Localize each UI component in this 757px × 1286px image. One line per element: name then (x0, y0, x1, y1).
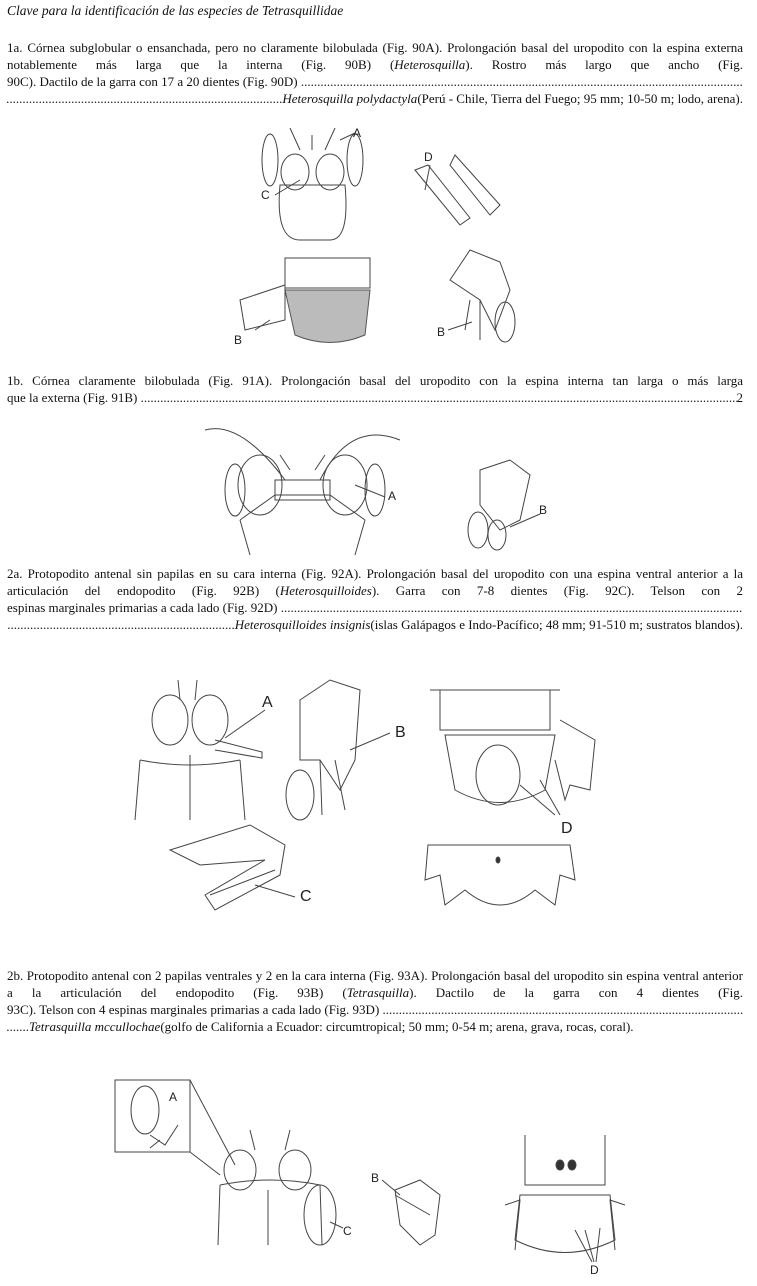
fig90-claw-drawing (415, 155, 500, 225)
couplet-last-line: que la externa (Fig. 91B) (7, 390, 138, 405)
species-info: (islas Galápagos e Indo-Pacífico; 48 mm; 91-510 m; sustratos blandos). (370, 617, 743, 632)
species-info: (Perú - Chile, Tierra del Fuego; 95 mm; 10-50 m; lodo, arena). (417, 91, 743, 106)
fig90-label-b: B (234, 333, 243, 347)
couplet-next-step: 2 (736, 390, 743, 405)
fig90-label-d: D (424, 150, 433, 164)
species-name: Heterosquilla polydactyla (282, 91, 418, 106)
couplet-text: 2b. Protopodito antenal con 2 papilas ventrales y 2 en la cara interna (Fig. 93A). Prolongación basal del uropodito sin espina ventral anterior a la articulación del endopodito (Fig. 93B) (Tetrasquilla). Dactilo de la garra con 4 dientes (Fig. (7, 968, 743, 1000)
fig91-label-b: B (539, 503, 548, 517)
fig93-label-c: C (343, 1224, 352, 1238)
fig92-claw-drawing (170, 825, 295, 910)
fig92-telson-drawing (430, 690, 595, 815)
fig92-label-d: D (561, 820, 573, 837)
fig93-head-drawing (218, 1130, 343, 1245)
fig93-label-b: B (371, 1171, 380, 1185)
species-info: (golfo de California a Ecuador: circumtropical; 50 mm; 0-54 m; arena, grava, rocas, coral). (160, 1019, 634, 1034)
couplet-text: 1b. Córnea claramente bilobulada (Fig. 91A). Prolongación basal del uropodito con la espina interna tan larga o más larga (7, 373, 743, 388)
fig93-uropod-drawing (382, 1180, 440, 1245)
fig92-label-a: A (262, 694, 273, 711)
fig90-uropod-drawing (448, 250, 515, 342)
fig90-telson-drawing (240, 258, 370, 343)
fig91-label-a: A (388, 489, 397, 503)
couplet-last-line: espinas marginales primarias a cada lado (Fig. 92D) (7, 600, 278, 615)
fig92-head-drawing (135, 680, 265, 820)
couplet-last-line: 93C). Telson con 4 espinas marginales primarias a cada lado (Fig. 93D) (7, 1002, 380, 1017)
fig93-label-a: A (169, 1090, 178, 1104)
fig93-label-d: D (590, 1263, 599, 1277)
fig90-label-b2: B (437, 325, 446, 339)
fig92-telson2-drawing (425, 845, 575, 905)
fig92-label-b: B (395, 724, 406, 741)
species-name: Tetrasquilla mccullochae (29, 1019, 161, 1034)
fig91-head-drawing (205, 429, 400, 555)
couplet-text: 1a. Córnea subglobular o ensanchada, pero no claramente bilobulada (Fig. 90A). Prolongación basal del uropodito con la espina externa notablemente más larga que la interna (Fig. 90B) (Heterosquilla). Rostro más largo que ancho (Fig. (7, 40, 743, 72)
couplet-last-line: 90C). Dactilo de la garra con 17 a 20 dientes (Fig. 90D) (7, 74, 298, 89)
species-name: Heterosquilloides insignis (234, 617, 371, 632)
fig93-telson-drawing (505, 1135, 625, 1262)
fig90-label-a: A (353, 126, 362, 140)
fig92-label-c: C (300, 888, 312, 905)
fig91-uropod-drawing (468, 460, 540, 550)
key-title: Clave para la identificación de las especies de Tetrasquillidae (7, 3, 344, 18)
fig90-head-drawing (262, 128, 363, 240)
fig90-label-c: C (261, 188, 270, 202)
couplet-text: 2a. Protopodito antenal sin papilas en su cara interna (Fig. 92A). Prolongación basal del uropodito con una espina ventral anterior a la articulación del endopodito (Fig. 92B) (Heterosquilloides). Garra con 7-8 dientes (Fig. 92C). Telson con 2 (7, 566, 743, 598)
fig92-uropod-drawing (286, 680, 390, 820)
